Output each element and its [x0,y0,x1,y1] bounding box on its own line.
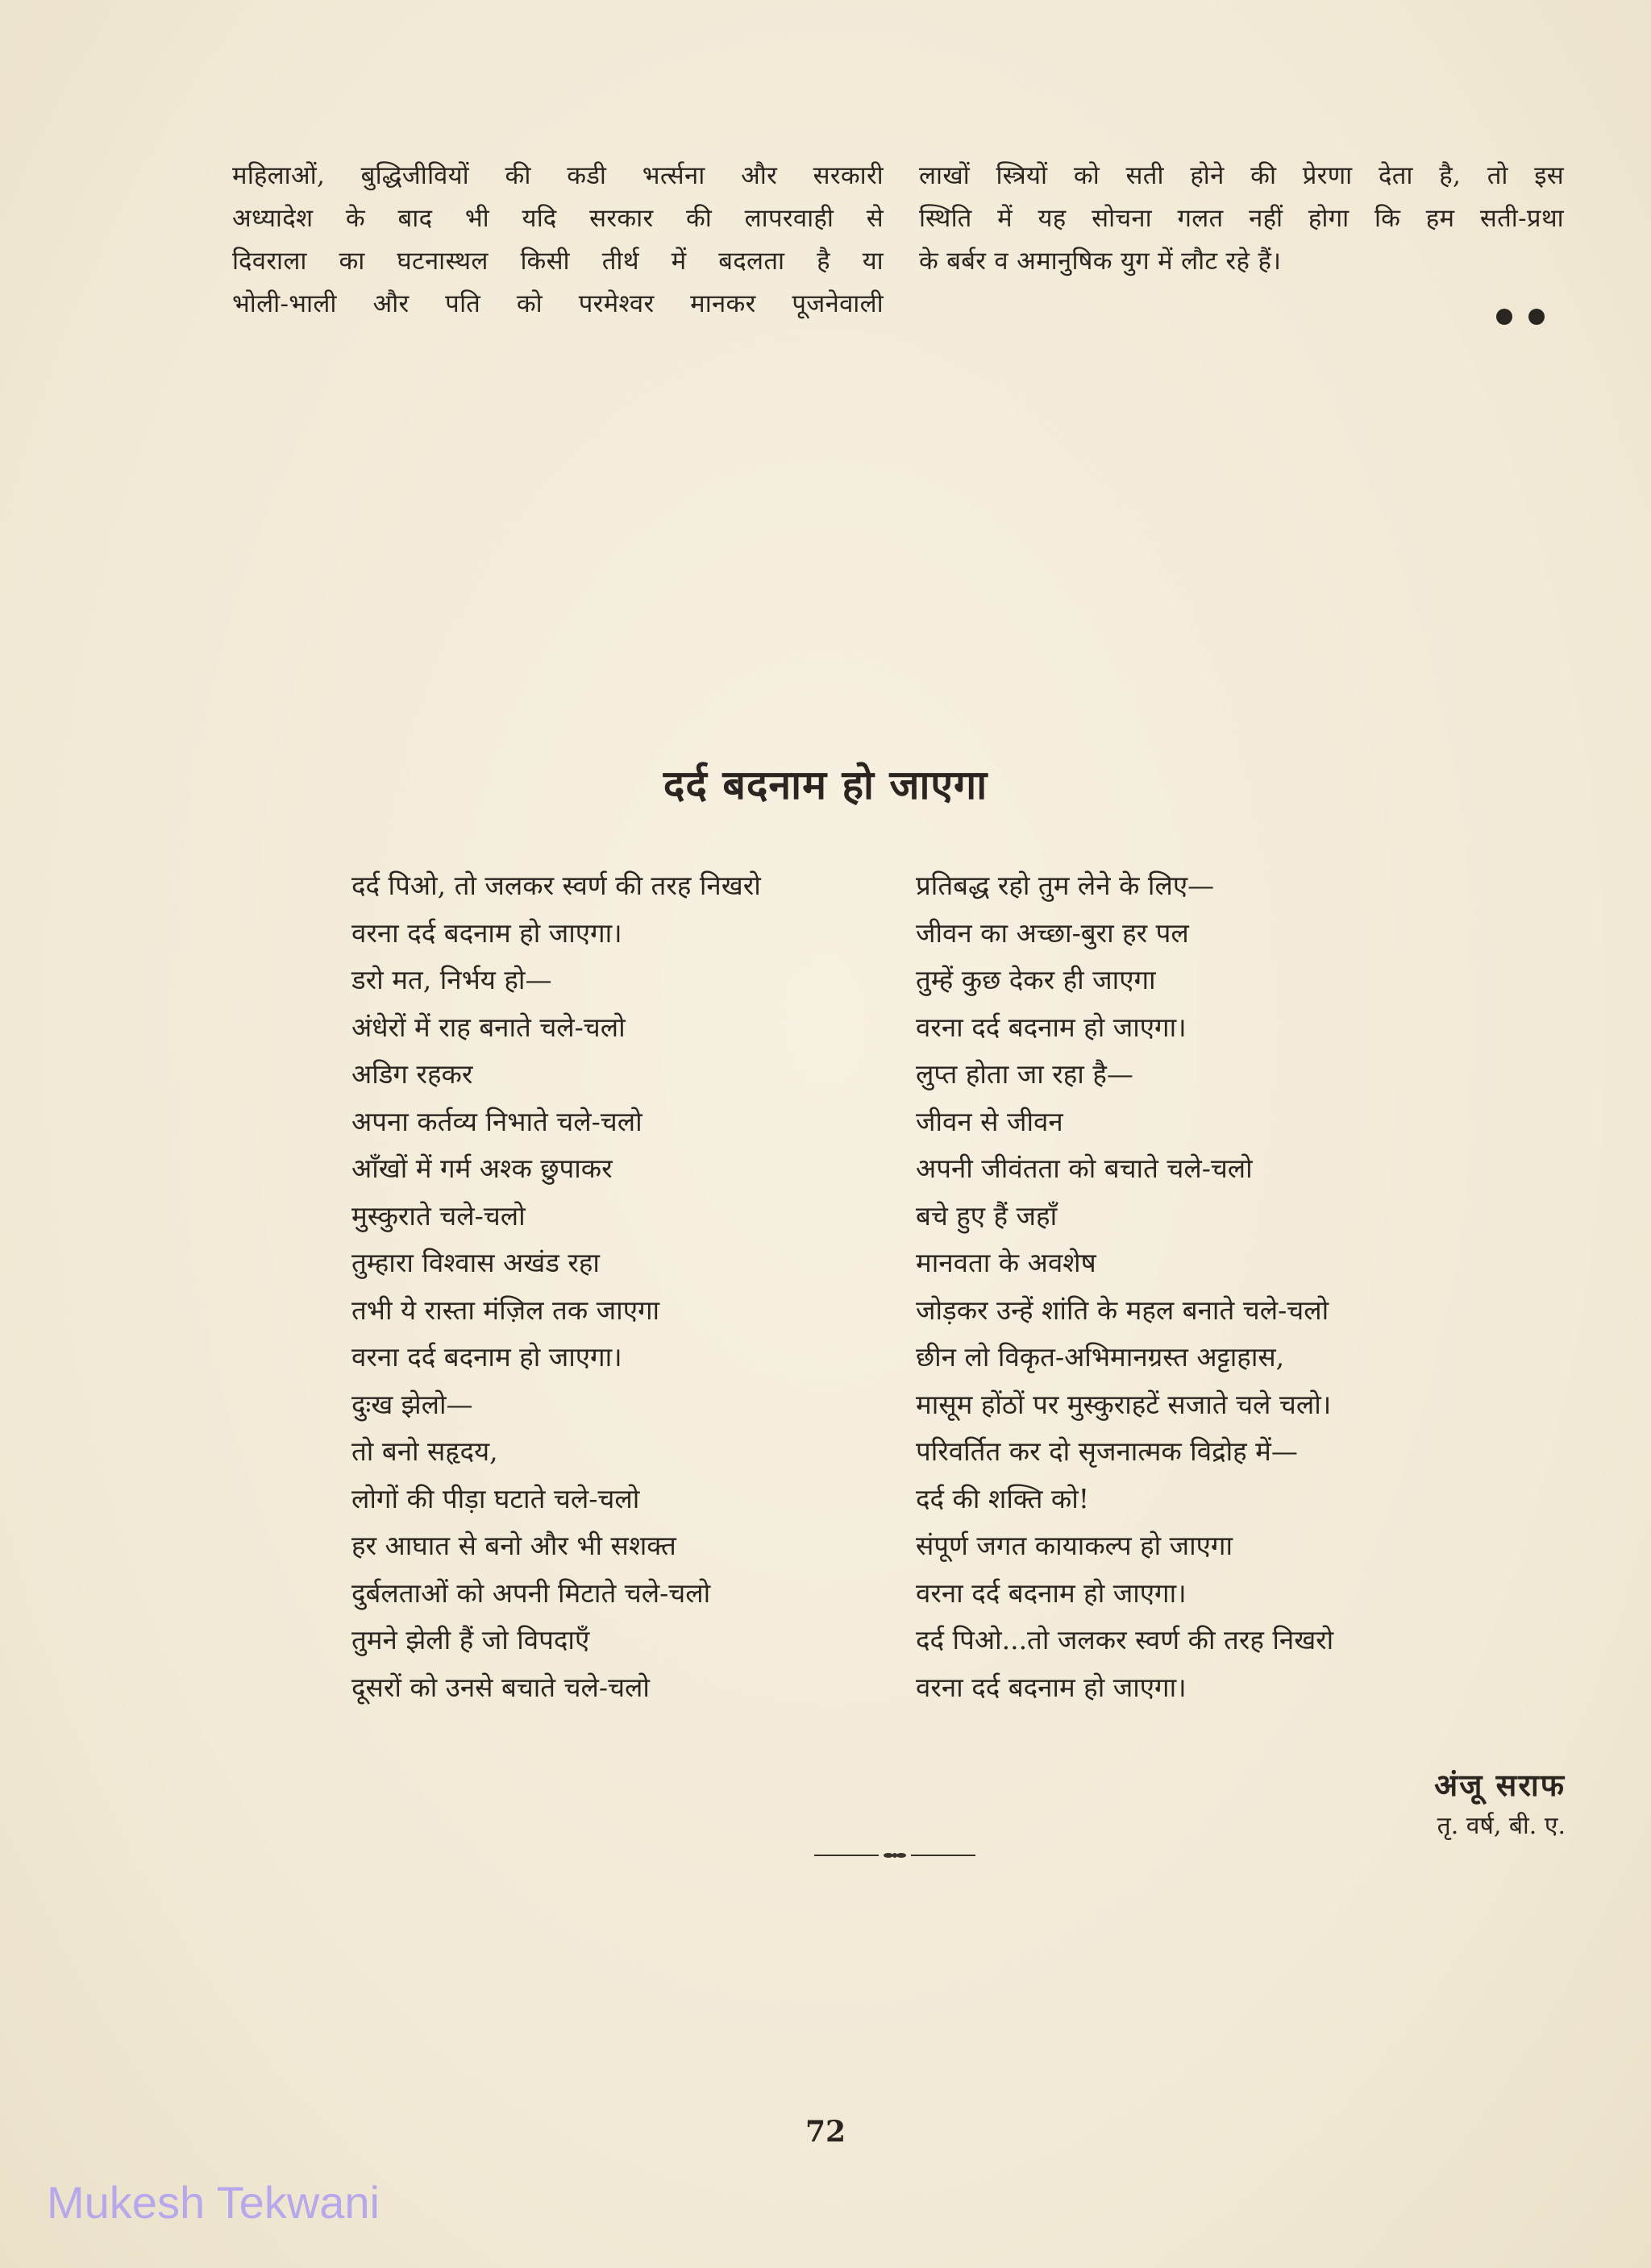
poem-line: तुम्हें कुछ देकर ही जाएगा [916,964,1156,995]
poem-line: अपना कर्तव्य निभाते चले-चलो [351,1105,643,1137]
prose-line: दिवराला का घटनास्थल किसी तीर्थ में बदलता है या [232,247,884,276]
author-credit [1434,1763,1566,1846]
author-name: अंजू सराफ [1434,1767,1566,1803]
prose-line: भोली-भाली और पति को परमेश्वर मानकर पूजनेवाली [232,289,884,318]
poem-line: मुस्कुराते चले-चलो [351,1199,526,1232]
page-number: 72 [805,2115,846,2149]
prose-line: के बर्बर व अमानुषिक युग में लौट रहे हैं। [919,247,1282,276]
poem-line: वरना दर्द बदनाम हो जाएगा। [351,916,622,949]
poem-line: छीन लो विकृत-अभिमानग्रस्त अट्टाहास, [916,1341,1285,1373]
ornament-divider-icon [814,1846,975,1865]
poem-line: वरना दर्द बदनाम हो जाएगा। [916,1671,1187,1703]
poem-title: दर्द बदनाम हो जाएगा [663,761,988,808]
poem-line: बचे हुए हैं जहाँ [916,1199,1058,1232]
poem-line: आँखों में गर्म अश्क छुपाकर [351,1153,613,1184]
prose-line: अध्यादेश के बाद भी यदि सरकार की लापरवाही से [232,204,884,233]
poem-line: मानवता के अवशेष [916,1247,1096,1278]
poem-line: जीवन से जीवन [916,1105,1063,1137]
poem-line: वरना दर्द बदनाम हो जाएगा। [916,1576,1187,1609]
poem-line: तो बनो सहृदय, [351,1435,498,1467]
poem-line: जीवन का अच्छा-बुरा हर पल [916,916,1189,949]
prose-column-right [919,155,1564,283]
dot-icon [1528,309,1545,325]
dot-icon [1496,309,1512,325]
poem-line: हर आघात से बनो और भी सशक्त [351,1530,676,1561]
poem-line: वरना दर्द बदनाम हो जाएगा। [351,1341,622,1373]
poem-line: तभी ये रास्ता मंज़िल तक जाएगा [351,1294,660,1326]
poem-line: लुप्त होता जा रहा है— [916,1058,1133,1090]
poem-column-left [351,862,761,1711]
poem-line: प्रतिबद्ध रहो तुम लेने के लिए— [916,870,1215,901]
poem-line: दुर्बलताओं को अपनी मिटाते चले-चलो [351,1576,711,1609]
poem-line: अडिग रहकर [351,1058,473,1090]
poem-line: वरना दर्द बदनाम हो जाएगा। [916,1011,1187,1043]
poem-line: लोगों की पीड़ा घटाते चले-चलो [351,1482,640,1514]
poem-line: तुमने झेली हैं जो विपदाएँ [351,1624,590,1655]
poem-column-right [916,862,1333,1711]
prose-line: महिलाओं, बुद्धिजीवियों की कडी भर्त्सना और सरकारी [232,161,884,190]
poem-line: संपूर्ण जगत कायाकल्प हो जाएगा [916,1530,1233,1561]
poem-line: दुःख झेलो— [351,1388,473,1420]
poem-line: मासूम होंठों पर मुस्कुराहटें सजाते चले चलो। [916,1388,1332,1420]
poem-line: दर्द पिओ...तो जलकर स्वर्ण की तरह निखरो [916,1624,1334,1655]
poem-line: तुम्हारा विश्वास अखंड रहा [351,1247,600,1278]
prose-line: लाखों स्त्रियों को सती होने की प्रेरणा देता है, तो इस [919,161,1564,190]
poem-line: अंधेरों में राह बनाते चले-चलो [351,1011,626,1043]
poem-line: अपनी जीवंतता को बचाते चले-चलो [916,1153,1253,1184]
poem-line: जोड़कर उन्हें शांति के महल बनाते चले-चलो [916,1294,1329,1326]
poem-line: दूसरों को उनसे बचाते चले-चलो [351,1671,650,1703]
prose-column-left [232,155,884,326]
section-end-dots [1496,305,1561,329]
poem-line: परिवर्तित कर दो सृजनात्मक विद्रोह में— [916,1435,1298,1467]
poem-line: डरो मत, निर्भय हो— [351,964,552,995]
poem-line: दर्द की शक्ति को! [916,1482,1090,1514]
prose-line: स्थिति में यह सोचना गलत नहीं होगा कि हम सती-प्रथा [919,204,1564,233]
watermark-text: Mukesh Tekwani [47,2177,380,2228]
poem-line: दर्द पिओ, तो जलकर स्वर्ण की तरह निखरो [351,870,761,901]
author-class: तृ. वर्ष, बी. ए. [1437,1812,1566,1840]
